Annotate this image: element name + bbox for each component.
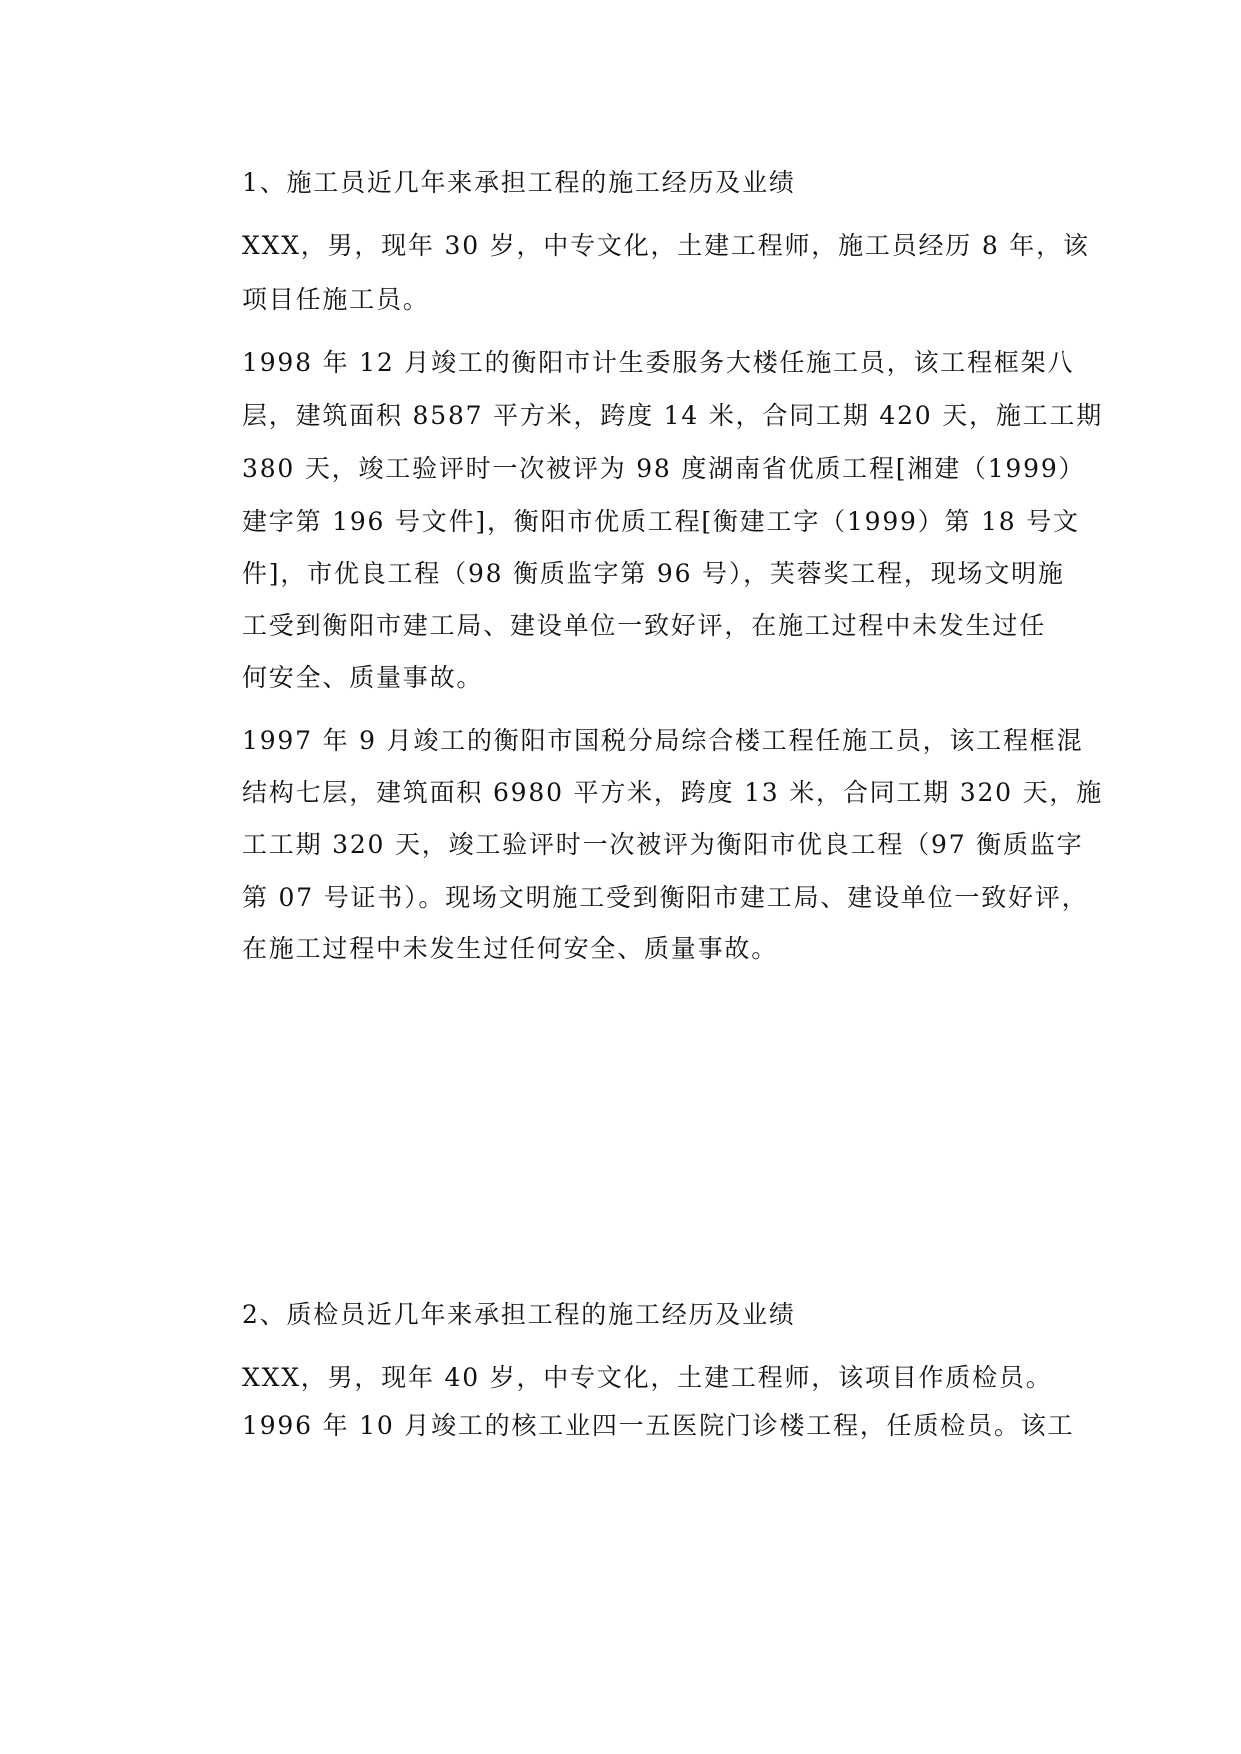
text-line: 第 07 号证书）。现场文明施工受到衡阳市建工局、建设单位一致好评， bbox=[242, 883, 1089, 912]
text-line: 建字第 196 号文件]，衡阳市优质工程[衡建工字（1999）第 18 号文 bbox=[242, 507, 1080, 536]
text-line: 工工期 320 天，竣工验评时一次被评为衡阳市优良工程（97 衡质监字 bbox=[242, 830, 1084, 859]
text-line: 在施工过程中未发生过任何安全、质量事故。 bbox=[242, 934, 779, 963]
section-2-heading: 2、质检员近几年来承担工程的施工经历及业绩 bbox=[242, 1300, 796, 1329]
text-line: 工受到衡阳市建工局、建设单位一致好评，在施工过程中未发生过任 bbox=[242, 611, 1047, 640]
text-line: 1998 年 12 月竣工的衡阳市计生委服务大楼任施工员，该工程框架八 bbox=[242, 348, 1075, 377]
text-line: 380 天，竣工验评时一次被评为 98 度湖南省优质工程[湘建（1999） bbox=[242, 454, 1086, 483]
text-line: 件]，市优良工程（98 衡质监字第 96 号），芙蓉奖工程，现场文明施 bbox=[242, 559, 1065, 588]
text-line: 层，建筑面积 8587 平方米，跨度 14 米，合同工期 420 天，施工工期 bbox=[242, 401, 1104, 430]
text-line: XXX，男，现年 30 岁，中专文化，土建工程师，施工员经历 8 年，该 bbox=[242, 231, 1090, 260]
text-line: XXX，男，现年 40 岁，中专文化，土建工程师，该项目作质检员。 bbox=[242, 1363, 1053, 1392]
text-line: 何安全、质量事故。 bbox=[242, 663, 484, 692]
text-line: 结构七层，建筑面积 6980 平方米，跨度 13 米，合同工期 320 天，施 bbox=[242, 778, 1104, 807]
text-line: 1996 年 10 月竣工的核工业四一五医院门诊楼工程，任质检员。该工 bbox=[242, 1411, 1075, 1440]
text-line: 1997 年 9 月竣工的衡阳市国税分局综合楼工程任施工员，该工程框混 bbox=[242, 726, 1084, 755]
document-page bbox=[242, 0, 1104, 1754]
section-1-heading: 1、施工员近几年来承担工程的施工经历及业绩 bbox=[242, 168, 796, 197]
text-line: 项目任施工员。 bbox=[242, 285, 430, 314]
